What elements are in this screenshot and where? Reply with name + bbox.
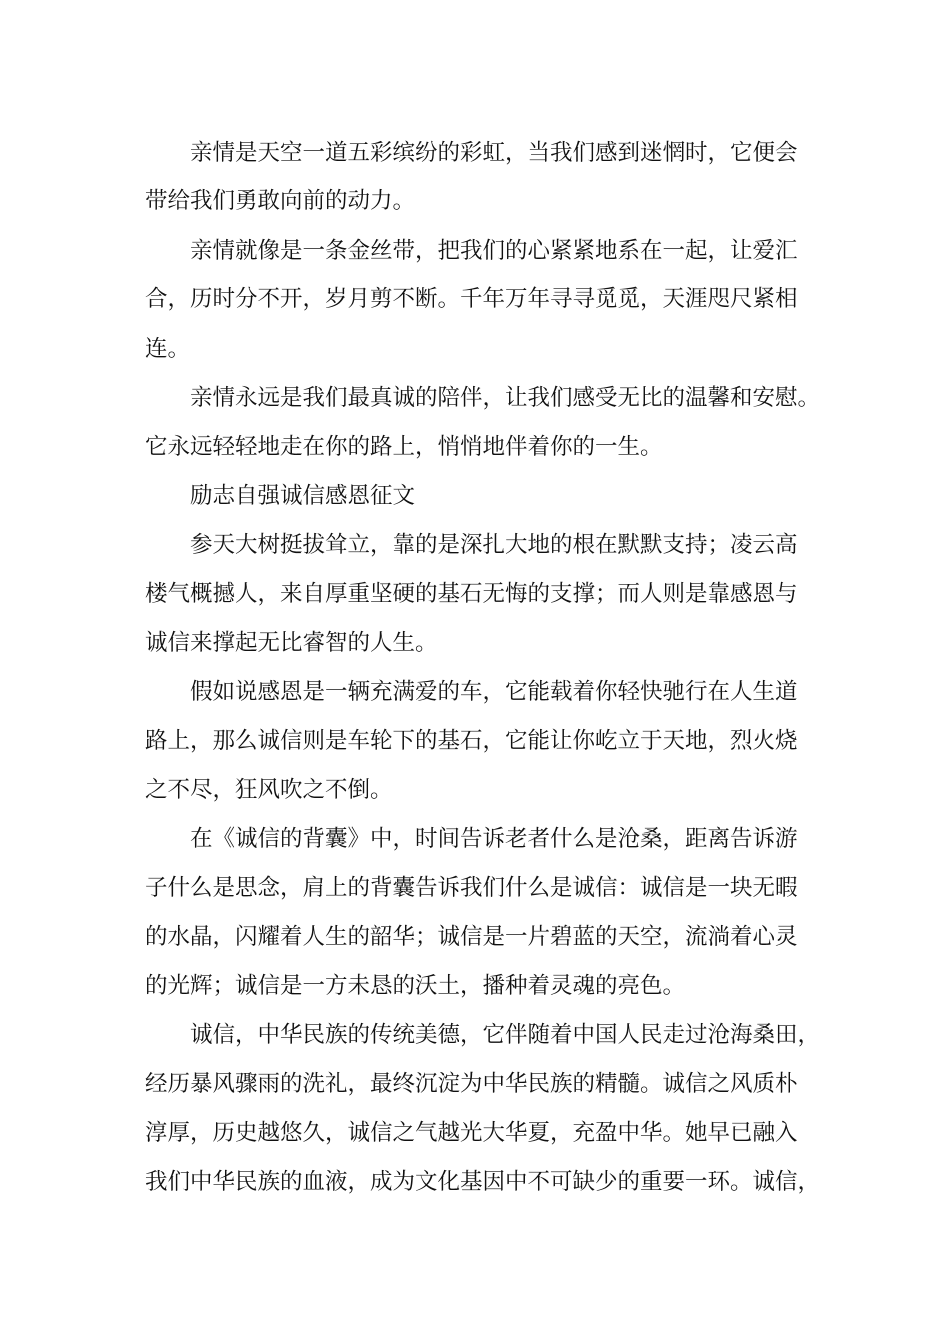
text-line: 带给我们勇敢向前的动力。 [145, 188, 416, 214]
text-line: 诚信来撑起无比睿智的人生。 [145, 630, 438, 656]
text-line: 之不尽，狂风吹之不倒。 [145, 777, 393, 803]
text-line: 的水晶，闪耀着人生的韶华；诚信是一片碧蓝的天空，流淌着心灵 [145, 924, 798, 950]
text-line: 经历暴风骤雨的洗礼，最终沉淀为中华民族的精髓。诚信之风质朴 [145, 1071, 798, 1097]
text-line: 亲情是天空一道五彩缤纷的彩虹，当我们感到迷惘时，它便会 [190, 140, 798, 166]
text-line: 合，历时分不开，岁月剪不断。千年万年寻寻觅觅，天涯咫尺紧相 [145, 286, 798, 312]
text-line: 假如说感恩是一辆充满爱的车，它能载着你轻快驰行在人生道 [190, 679, 798, 705]
text-line: 亲情永远是我们最真诚的陪伴，让我们感受无比的温馨和安慰。 [190, 385, 821, 411]
text-line: 连。 [145, 336, 191, 362]
text-line: 淳厚，历史越悠久，诚信之气越光大华夏，充盈中华。她早已融入 [145, 1120, 798, 1146]
text-line: 亲情就像是一条金丝带，把我们的心紧紧地系在一起，让爱汇 [190, 238, 798, 264]
text-line: 楼气概撼人，来自厚重坚硬的基石无悔的支撑；而人则是靠感恩与 [145, 581, 798, 607]
text-line: 诚信，中华民族的传统美德，它伴随着中国人民走过沧海桑田， [190, 1022, 821, 1048]
text-line: 的光辉；诚信是一方未恳的沃土，播种着灵魂的亮色。 [145, 973, 686, 999]
text-line: 参天大树挺拔耸立，靠的是深扎大地的根在默默支持；凌云高 [190, 532, 798, 558]
text-line: 路上，那么诚信则是车轮下的基石，它能让你屹立于天地，烈火烧 [145, 728, 798, 754]
text-line: 我们中华民族的血液，成为文化基因中不可缺少的重要一环。诚信， [145, 1169, 821, 1195]
text-line: 在《诚信的背囊》中，时间告诉老者什么是沧桑，距离告诉游 [190, 826, 798, 852]
section-heading: 励志自强诚信感恩征文 [190, 483, 416, 509]
text-line: 子什么是思念，肩上的背囊告诉我们什么是诚信：诚信是一块无暇 [145, 875, 798, 901]
text-line: 它永远轻轻地走在你的路上，悄悄地伴着你的一生。 [145, 434, 663, 460]
